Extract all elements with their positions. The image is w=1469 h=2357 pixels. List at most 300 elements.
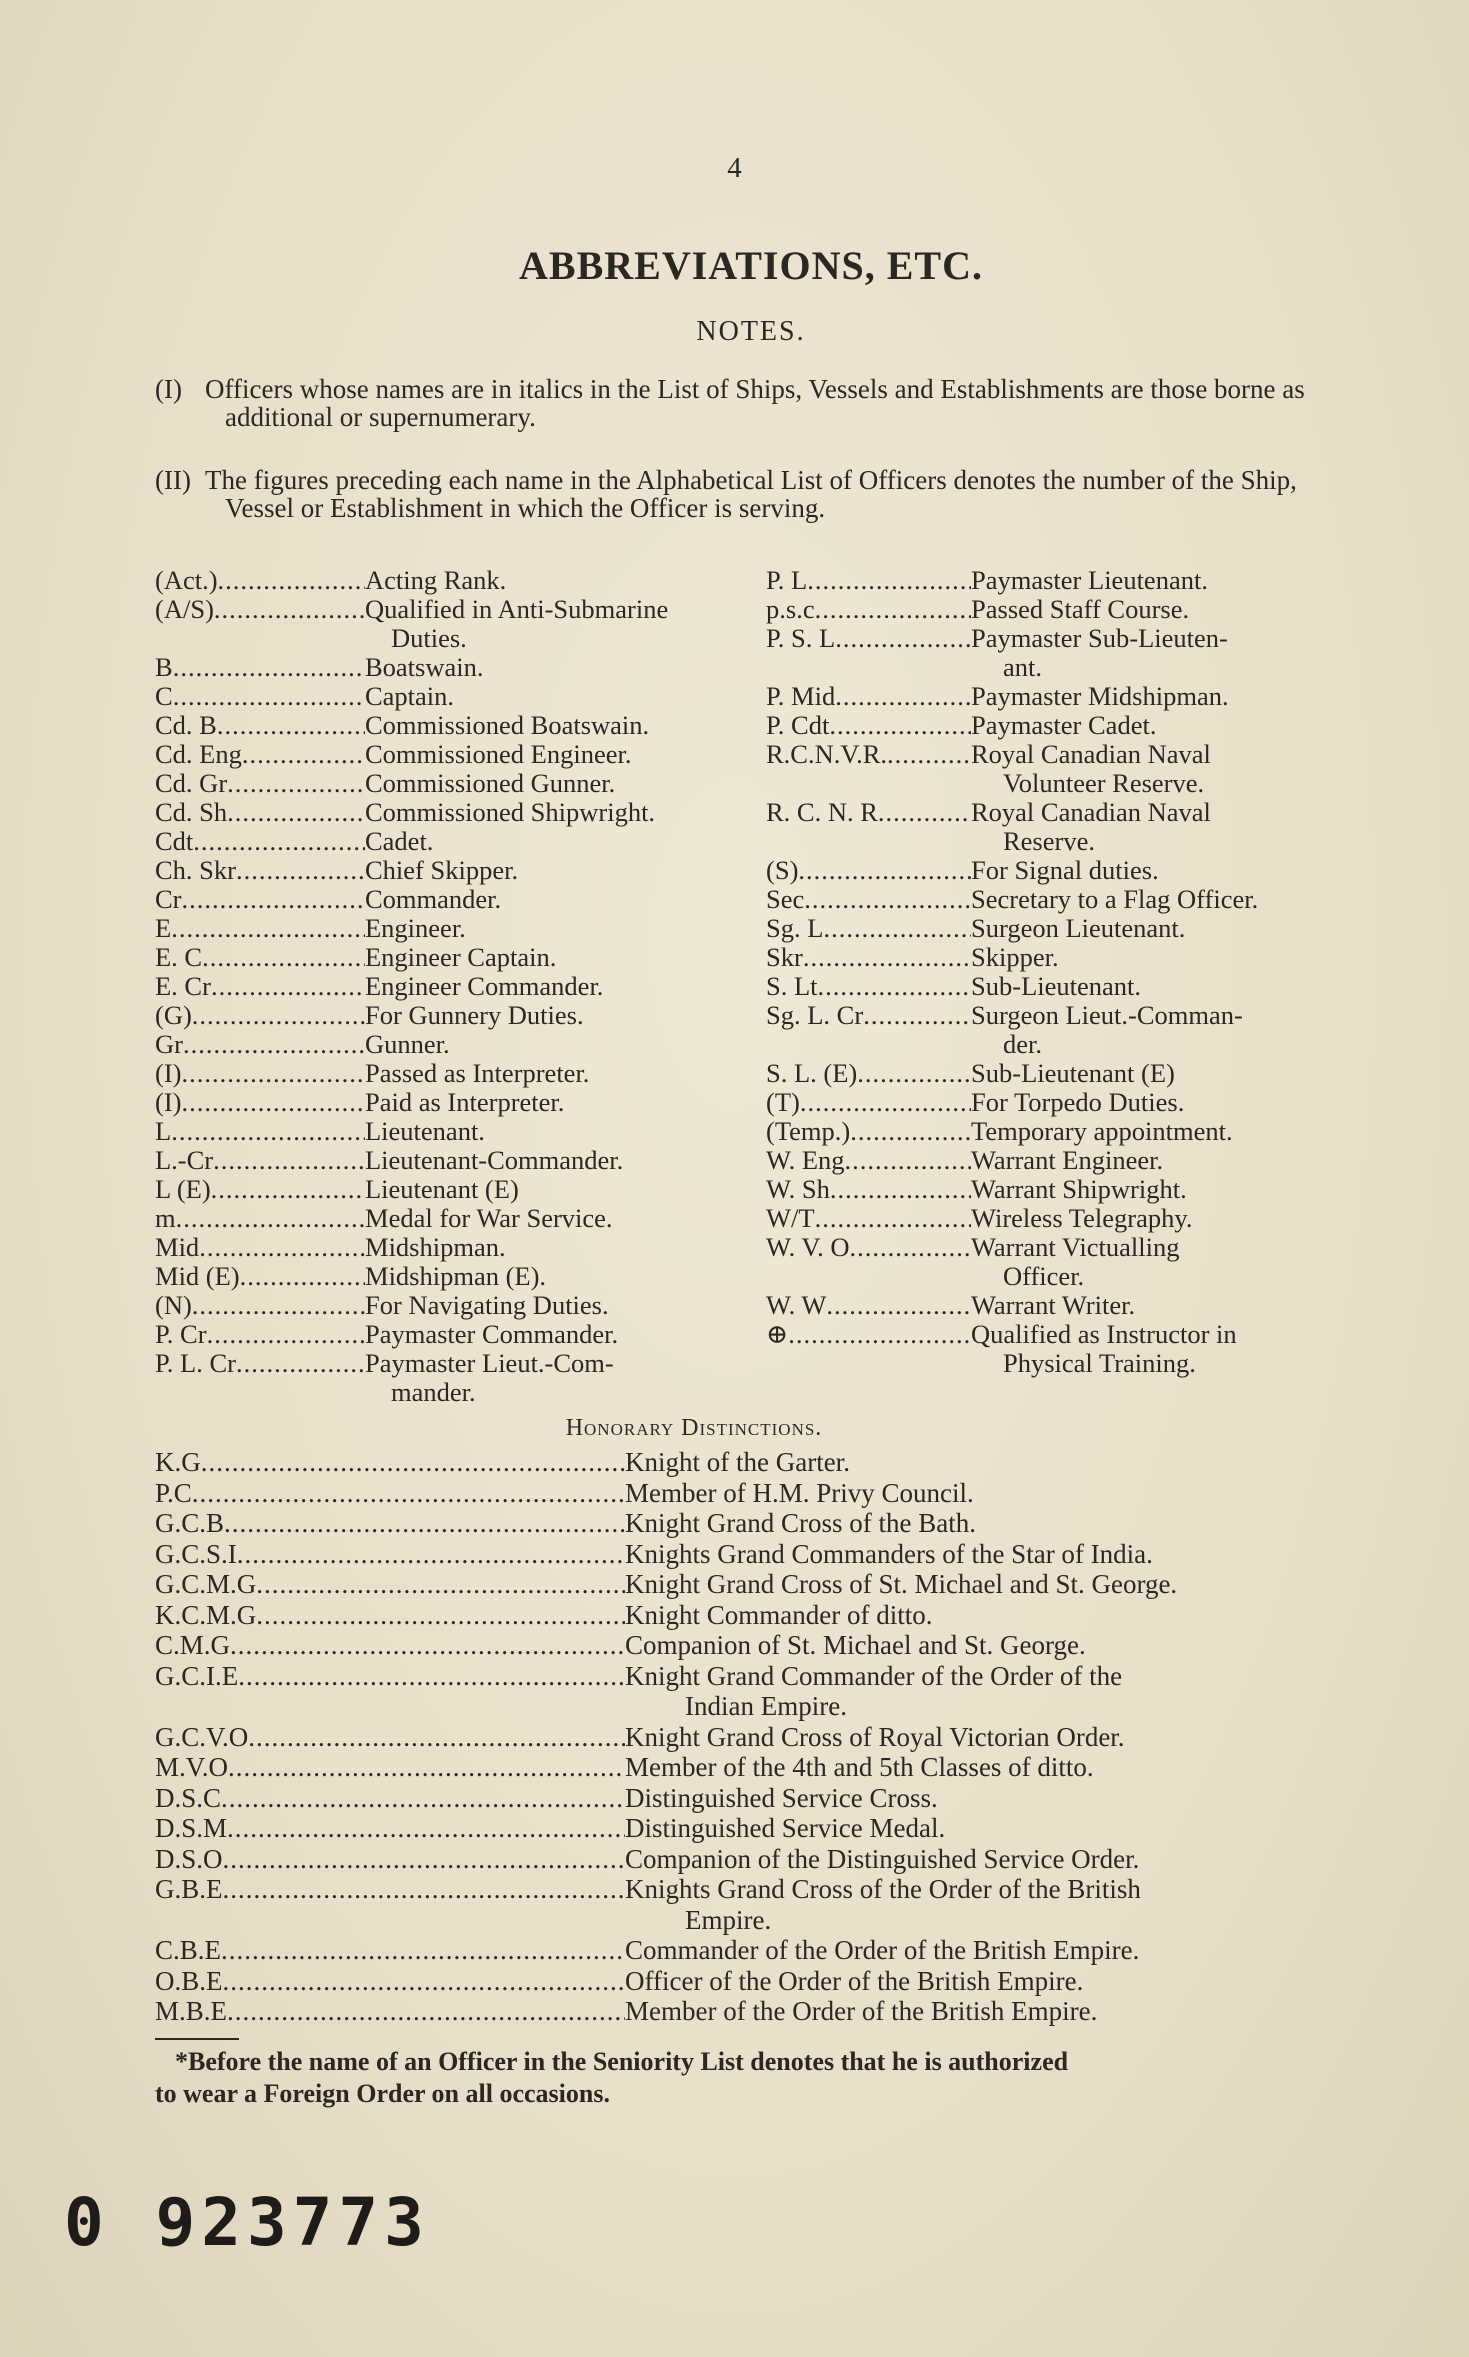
abbreviation-entry (766, 740, 1366, 769)
abbreviation: K.G (155, 1447, 201, 1477)
entry-leader (155, 885, 365, 914)
entry-leader (766, 1146, 971, 1175)
abbreviation: P. Cdt (766, 711, 830, 740)
abbreviation-meaning: Knight Grand Commander of the Order of the (625, 1660, 1123, 1691)
dot-leader (227, 798, 365, 827)
entry-leader (155, 914, 365, 943)
abbreviation-meaning: Sub-Lieutenant. (971, 971, 1141, 1001)
abbreviation-entry (155, 1844, 1355, 1875)
abbreviation-entry (155, 914, 755, 943)
abbreviation-entry (155, 1262, 755, 1291)
entry-leader (155, 1783, 625, 1814)
abbreviation-meaning: Engineer Captain. (365, 942, 557, 972)
abbreviation: Cd. Gr (155, 769, 228, 798)
dot-leader (211, 972, 365, 1001)
abbreviation: Cd. Eng (155, 740, 242, 769)
dot-leader (807, 566, 971, 595)
entry-leader (155, 1844, 625, 1875)
abbreviation: R.C.N.V.R. (766, 740, 888, 769)
dot-leader (788, 1320, 971, 1349)
abbreviation: (I) (155, 1088, 182, 1117)
abbreviation-meaning: Wireless Telegraphy. (971, 1203, 1193, 1233)
abbreviation-entry (155, 711, 755, 740)
abbreviation-meaning: Member of the Order of the British Empire. (625, 1996, 1098, 2026)
abbreviation: (Act.) (155, 566, 218, 595)
entry-leader (766, 1320, 971, 1349)
note-number: (II) (155, 465, 191, 495)
abbreviation-meaning: Engineer Commander. (365, 971, 604, 1001)
abbreviation: P. Mid (766, 682, 836, 711)
abbreviation: P.C (155, 1477, 192, 1508)
abbreviation-meaning: Lieutenant (E) (365, 1174, 519, 1204)
entry-leader (766, 1175, 971, 1204)
entry-leader (155, 1569, 625, 1600)
entry-leader (766, 798, 971, 827)
abbreviation-meaning: Knight Grand Cross of Royal Victorian Order. (625, 1721, 1125, 1752)
abbreviation-entry (155, 566, 755, 595)
abbreviation-meaning-continuation: der. (1003, 1029, 1042, 1059)
abbreviation-meaning: Paymaster Midshipman. (971, 681, 1229, 711)
abbreviation: O.B.E (155, 1965, 223, 1996)
entry-leader (155, 1874, 625, 1905)
abbreviation-entry (766, 624, 1366, 653)
entry-leader (766, 885, 971, 914)
abbreviation-meaning: Warrant Writer. (971, 1290, 1136, 1320)
notes-heading: NOTES. (696, 316, 806, 347)
dot-leader (863, 1001, 971, 1030)
abbreviation: E (155, 914, 172, 943)
entry-leader (766, 943, 971, 972)
abbreviation-entry (155, 682, 755, 711)
abbreviations-right-column (766, 566, 1366, 1378)
abbreviation: L (155, 1117, 172, 1146)
dot-leader (211, 1175, 365, 1204)
abbreviation-entry (766, 1204, 1366, 1233)
abbreviation-entry (766, 885, 1366, 914)
abbreviation-entry (155, 1059, 755, 1088)
dot-leader (798, 856, 971, 885)
abbreviation-meaning: Companion of the Distinguished Service Order. (625, 1843, 1140, 1874)
abbreviation-meaning: Warrant Victualling (971, 1232, 1180, 1262)
abbreviation-meaning: Midshipman (E). (365, 1261, 547, 1291)
abbreviation-meaning-continuation: mander. (391, 1377, 476, 1407)
dot-leader (183, 1030, 365, 1059)
abbreviation-meaning: Warrant Engineer. (971, 1145, 1164, 1175)
abbreviation-entry (155, 1030, 755, 1059)
abbreviation-entry (766, 1059, 1366, 1088)
entry-leader (155, 798, 365, 827)
entry-leader (155, 1813, 625, 1844)
abbreviation: W. Sh (766, 1175, 830, 1204)
entry-leader (155, 1478, 625, 1509)
entry-leader (155, 827, 365, 856)
abbreviation-entry (766, 1117, 1366, 1146)
abbreviation-meaning: Member of the 4th and 5th Classes of ditto. (625, 1752, 1094, 1782)
abbreviation-meaning: Paymaster Lieut.-Com- (365, 1348, 614, 1378)
abbreviation: P. S. L (766, 624, 836, 653)
dot-leader (192, 1291, 365, 1320)
abbreviation-meaning: Medal for War Service. (365, 1203, 613, 1233)
abbreviation-entry (155, 1349, 755, 1378)
abbreviation-meaning: Commissioned Shipwright. (365, 797, 656, 827)
abbreviation: (G) (155, 1001, 192, 1030)
entry-leader (155, 566, 365, 595)
dot-leader (830, 1175, 971, 1204)
abbreviation-entry (155, 943, 755, 972)
abbreviation-entry (155, 1001, 755, 1030)
entry-leader (155, 1117, 365, 1146)
abbreviation-meaning: Chief Skipper. (365, 855, 519, 885)
honorary-distinctions-heading: Honorary Distinctions. (565, 1415, 823, 1441)
abbreviation-entry (766, 1146, 1366, 1175)
abbreviation: P. L. Cr (155, 1349, 236, 1378)
serial-number-stamp: 0 923773 (64, 2184, 430, 2261)
abbreviation: B (155, 653, 173, 682)
abbreviation-entry (155, 653, 755, 682)
abbreviation-meaning: Commissioned Boatswain. (365, 710, 650, 740)
entry-leader (766, 1233, 971, 1262)
abbreviation: Cdt (155, 827, 194, 856)
abbreviation: W. V. O (766, 1233, 850, 1262)
abbreviation-entry (155, 1813, 1355, 1844)
dot-leader (214, 595, 365, 624)
dot-leader (849, 1233, 971, 1262)
abbreviation-entry (766, 1088, 1366, 1117)
dot-leader (248, 1722, 625, 1753)
entry-leader (155, 1508, 625, 1539)
dot-leader (803, 943, 971, 972)
abbreviation-entry (155, 1783, 1355, 1814)
entry-leader (155, 1996, 625, 2027)
entry-leader (155, 1935, 625, 1966)
abbreviation: S. L. (E) (766, 1059, 858, 1088)
dot-leader (835, 682, 971, 711)
abbreviation-meaning-continuation: Volunteer Reserve. (1003, 768, 1205, 798)
dot-leader (224, 1508, 625, 1539)
dot-leader (221, 1783, 625, 1814)
abbreviation-meaning-continuation: Duties. (391, 623, 467, 653)
abbreviation-entry (155, 1117, 755, 1146)
entry-leader (155, 1752, 625, 1783)
dot-leader (182, 885, 366, 914)
abbreviation: Ch. Skr (155, 856, 236, 885)
dot-leader (221, 1935, 625, 1966)
abbreviation-entry (155, 1661, 1355, 1692)
abbreviation-entry (155, 856, 755, 885)
entry-leader (766, 624, 971, 653)
abbreviation-meaning: Paid as Interpreter. (365, 1087, 565, 1117)
abbreviation-meaning: Lieutenant. (365, 1116, 485, 1146)
dot-leader (800, 1088, 971, 1117)
page-title: ABBREVIATIONS, ETC. (519, 243, 983, 288)
abbreviation: C.M.G (155, 1630, 231, 1660)
abbreviation-meaning: For Torpedo Duties. (971, 1087, 1185, 1117)
entry-leader (155, 1001, 365, 1030)
entry-leader (766, 1117, 971, 1146)
abbreviation: C.B.E (155, 1935, 222, 1965)
abbreviation-meaning: Knight Grand Cross of the Bath. (625, 1508, 976, 1538)
abbreviation-entry (766, 1320, 1366, 1349)
entry-leader (766, 1001, 971, 1030)
abbreviation: G.C.M.G (155, 1569, 257, 1599)
dot-leader (171, 914, 365, 943)
abbreviation: P. L (766, 566, 808, 595)
abbreviation: Cd. Sh (155, 798, 228, 827)
abbreviation-meaning: Paymaster Commander. (365, 1319, 619, 1349)
footnote (155, 2046, 1355, 2110)
abbreviation: G.C.V.O (155, 1721, 249, 1752)
abbreviation-meaning: Engineer. (365, 913, 466, 943)
dot-leader (207, 1320, 365, 1349)
abbreviation-meaning: Gunner. (365, 1029, 450, 1059)
dot-leader (181, 1088, 365, 1117)
dot-leader (857, 1059, 971, 1088)
dot-leader (173, 653, 365, 682)
entry-leader (155, 595, 365, 624)
abbreviation-meaning-continuation: Physical Training. (1003, 1348, 1196, 1378)
entry-leader (155, 1539, 625, 1570)
dot-leader (878, 798, 971, 827)
dot-leader (227, 769, 365, 798)
dot-leader (835, 624, 971, 653)
dot-leader (815, 1204, 971, 1233)
dot-leader (256, 1569, 625, 1600)
abbreviation-meaning: Warrant Shipwright. (971, 1174, 1187, 1204)
abbreviation-meaning: Commissioned Gunner. (365, 768, 616, 798)
abbreviation: L.-Cr (155, 1146, 214, 1175)
dot-leader (199, 1233, 365, 1262)
dot-leader (173, 682, 365, 711)
dot-leader (845, 1146, 971, 1175)
abbreviation-meaning: Passed Staff Course. (971, 594, 1190, 624)
abbreviation-entry (155, 827, 755, 856)
abbreviation-entry (766, 1291, 1366, 1320)
abbreviation-entry (766, 682, 1366, 711)
abbreviation-meaning: Distinguished Service Cross. (625, 1782, 938, 1813)
note-text: Officers whose names are in italics in the List of Ships, Vessels and Establishments are those borne as additional or supernumerary. (205, 374, 1305, 432)
abbreviation-entry (155, 1088, 755, 1117)
abbreviation: E. C (155, 943, 203, 972)
note-text: The figures preceding each name in the Alphabetical List of Officers denotes the number of the Ship, Vessel or Establishment in which the Officer is serving. (205, 465, 1297, 523)
entry-leader (155, 1600, 625, 1631)
dot-leader (804, 885, 971, 914)
abbreviation: Mid (E) (155, 1262, 240, 1291)
abbreviation: W/T (766, 1204, 815, 1233)
dot-leader (240, 1262, 365, 1291)
entry-leader (766, 972, 971, 1001)
abbreviation-meaning: For Signal duties. (971, 855, 1159, 885)
abbreviation-entry (155, 1752, 1355, 1783)
abbreviation-meaning: Paymaster Lieutenant. (971, 565, 1208, 595)
abbreviation-entry (155, 1291, 755, 1320)
entry-leader (766, 595, 971, 624)
dot-leader (202, 943, 365, 972)
abbreviation-entry (155, 1966, 1355, 1997)
abbreviation: Sg. L (766, 914, 824, 943)
abbreviation-entry (155, 1874, 1355, 1905)
entry-leader (766, 566, 971, 595)
abbreviation-meaning: Distinguished Service Medal. (625, 1813, 946, 1843)
abbreviation: Cd. B (155, 711, 217, 740)
abbreviation-entry (766, 856, 1366, 885)
abbreviation-entry (766, 972, 1366, 1001)
abbreviation-entry (155, 1569, 1355, 1600)
abbreviation-meaning: Knight Grand Cross of St. Michael and St. George. (625, 1569, 1178, 1599)
abbreviation-meaning: Lieutenant-Commander. (365, 1145, 624, 1175)
entry-leader (766, 740, 971, 769)
entry-leader (155, 1059, 365, 1088)
abbreviation: p.s.c (766, 595, 815, 624)
entry-leader (766, 1291, 971, 1320)
abbreviation: S. Lt (766, 972, 818, 1001)
dot-leader (826, 1291, 971, 1320)
entry-leader (766, 682, 971, 711)
entry-leader (155, 682, 365, 711)
abbreviation: Mid (155, 1233, 200, 1262)
dot-leader (230, 1630, 625, 1661)
abbreviation: D.S.M (155, 1813, 228, 1843)
abbreviation-entry (155, 1539, 1355, 1570)
entry-leader (155, 1349, 365, 1378)
footnote-rule (155, 2038, 239, 2040)
abbreviation-meaning-continuation: ant. (1003, 652, 1042, 682)
note-2 (155, 466, 1350, 522)
abbreviation-meaning: For Gunnery Duties. (365, 1000, 584, 1030)
dot-leader (829, 711, 971, 740)
abbreviation: (A/S) (155, 595, 214, 624)
dot-leader (887, 740, 971, 769)
dot-leader (217, 711, 365, 740)
abbreviation-entry (155, 1508, 1355, 1539)
dot-leader (218, 566, 365, 595)
abbreviation-entry (155, 1722, 1355, 1753)
abbreviation-meaning: Commissioned Engineer. (365, 739, 632, 769)
dot-leader (256, 1600, 625, 1631)
abbreviation-meaning: Knights Grand Cross of the Order of the British (625, 1874, 1141, 1904)
abbreviation: Sec (766, 885, 805, 914)
dot-leader (213, 1146, 365, 1175)
entry-leader (155, 1630, 625, 1661)
abbreviation: G.C.S.I (155, 1538, 237, 1569)
honorary-distinctions-list (155, 1447, 1355, 2027)
dot-leader (228, 1752, 625, 1783)
abbreviation-entry (766, 1175, 1366, 1204)
entry-leader (155, 653, 365, 682)
abbreviation-entry (155, 1320, 755, 1349)
abbreviation-entry (155, 769, 755, 798)
abbreviation: Sg. L. Cr (766, 1001, 864, 1030)
abbreviation-entry (155, 798, 755, 827)
entry-leader (155, 1233, 365, 1262)
abbreviation: P. Cr (155, 1320, 207, 1349)
abbreviation-entry (766, 566, 1366, 595)
dot-leader (223, 1874, 626, 1905)
abbreviation-meaning: Paymaster Sub-Lieuten- (971, 623, 1228, 653)
abbreviation-meaning: Surgeon Lieutenant. (971, 913, 1186, 943)
dot-leader (181, 1059, 365, 1088)
abbreviation: C (155, 682, 173, 711)
abbreviation-meaning: Acting Rank. (365, 565, 507, 595)
abbreviation-entry (155, 1630, 1355, 1661)
entry-leader (155, 1661, 625, 1692)
entry-leader (155, 1291, 365, 1320)
entry-leader (766, 856, 971, 885)
abbreviation-meaning: Knights Grand Commanders of the Star of India. (625, 1538, 1153, 1569)
abbreviation-entry (155, 595, 755, 624)
abbreviation: (N) (155, 1291, 192, 1320)
abbreviation-meaning: Midshipman. (365, 1232, 506, 1262)
dot-leader (815, 595, 971, 624)
abbreviation-entry (155, 1233, 755, 1262)
abbreviation: R. C. N. R (766, 798, 878, 827)
abbreviation-meaning: Companion of St. Michael and St. George. (625, 1630, 1086, 1660)
abbreviation-meaning: Royal Canadian Naval (971, 739, 1211, 769)
abbreviation-meaning: Sub-Lieutenant (E) (971, 1058, 1175, 1088)
entry-leader (155, 972, 365, 1001)
entry-leader (766, 711, 971, 740)
dot-leader (192, 1001, 365, 1030)
abbreviation-meaning: Captain. (365, 681, 455, 711)
entry-leader (155, 1146, 365, 1175)
entry-leader (766, 1204, 971, 1233)
abbreviation: M.V.O (155, 1752, 229, 1782)
abbreviation: (I) (155, 1059, 182, 1088)
abbreviation: Cr (155, 885, 182, 914)
entry-leader (155, 856, 365, 885)
entry-leader (155, 769, 365, 798)
abbreviation-entry (155, 740, 755, 769)
abbreviation-meaning: Member of H.M. Privy Council. (625, 1477, 974, 1508)
abbreviation-meaning: Officer of the Order of the British Empire. (625, 1965, 1084, 1996)
abbreviation: D.S.O (155, 1843, 223, 1874)
abbreviation: (Temp.) (766, 1117, 851, 1146)
abbreviation-meaning-continuation: Indian Empire. (685, 1691, 847, 1721)
abbreviation: G.C.I.E (155, 1660, 239, 1691)
abbreviation-entry (766, 943, 1366, 972)
dot-leader (238, 1661, 625, 1692)
abbreviation: ⊕ (766, 1320, 789, 1349)
dot-leader (236, 1349, 365, 1378)
note-1 (155, 375, 1350, 431)
entry-leader (766, 1088, 971, 1117)
abbreviation: M.B.E (155, 1996, 228, 2026)
entry-leader (155, 1088, 365, 1117)
abbreviation-meaning: Temporary appointment. (971, 1116, 1233, 1146)
abbreviation-meaning: Boatswain. (365, 652, 484, 682)
abbreviation-entry (766, 595, 1366, 624)
abbreviation-meaning-continuation: Empire. (685, 1904, 772, 1935)
entry-leader (155, 1447, 625, 1478)
abbreviation-meaning: Knight Commander of ditto. (625, 1599, 933, 1630)
entry-leader (766, 1059, 971, 1088)
abbreviation-meaning: Knight of the Garter. (625, 1447, 850, 1477)
dot-leader (223, 1844, 625, 1875)
abbreviation-entry (155, 1146, 755, 1175)
abbreviation: G.C.B (155, 1508, 225, 1538)
abbreviation: W. W (766, 1291, 827, 1320)
abbreviation: W. Eng (766, 1146, 845, 1175)
abbreviation-meaning: Royal Canadian Naval (971, 797, 1211, 827)
abbreviation: Skr (766, 943, 803, 972)
dot-leader (192, 1478, 625, 1509)
abbreviation-entry (155, 1478, 1355, 1509)
abbreviation-meaning-continuation: Officer. (1003, 1261, 1085, 1291)
entry-leader (155, 711, 365, 740)
abbreviation-meaning: Passed as Interpreter. (365, 1058, 590, 1088)
abbreviation-meaning: Skipper. (971, 942, 1059, 972)
abbreviation-entry (766, 798, 1366, 827)
entry-leader (766, 914, 971, 943)
